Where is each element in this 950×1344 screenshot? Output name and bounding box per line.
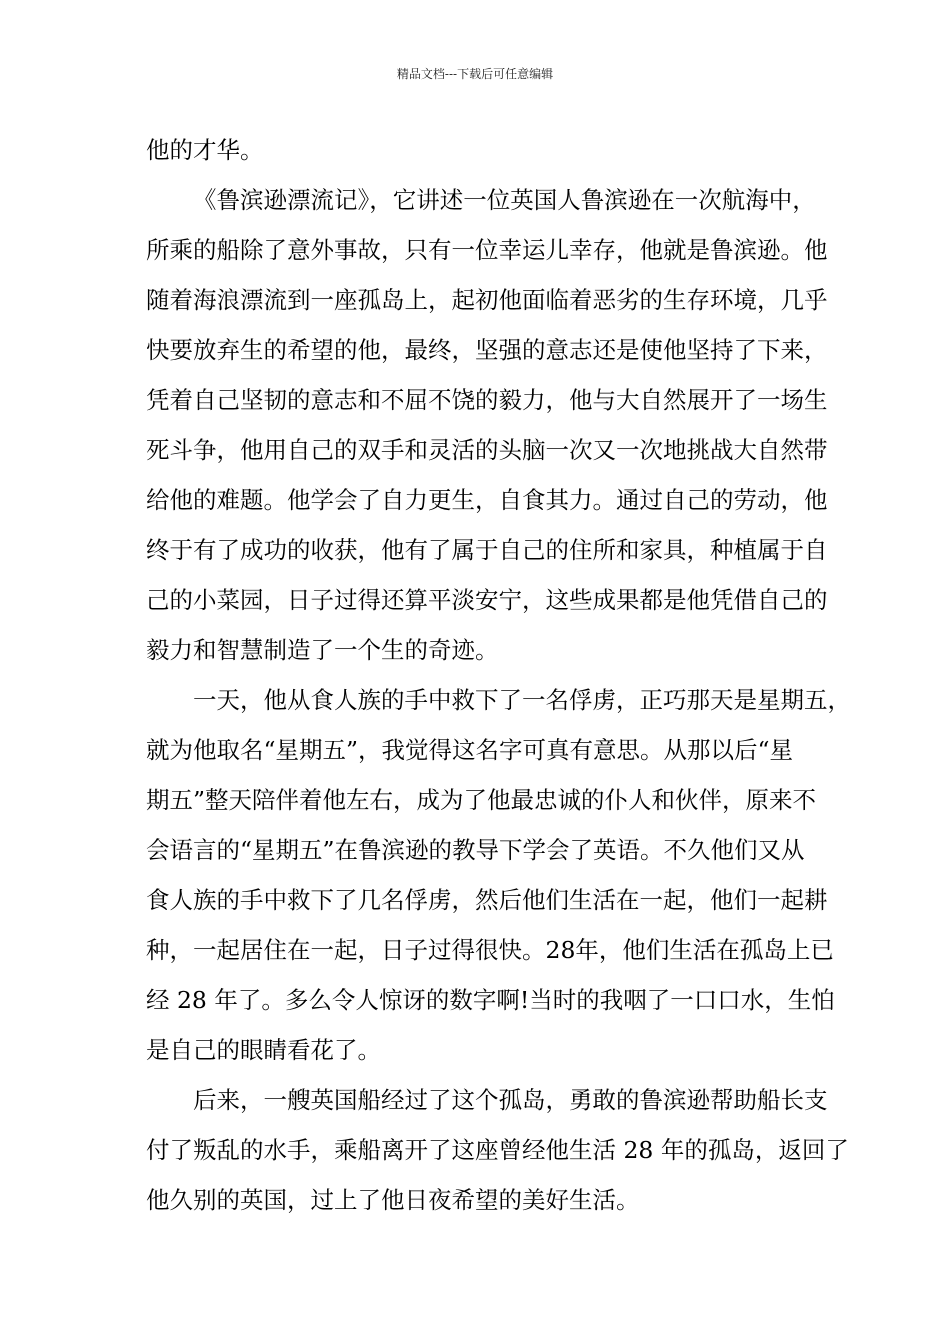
text-line: 种，一起居住在一起，日子过得很快。28年，他们生活在孤岛上已 [146, 936, 834, 964]
paragraph-first-line: 后来，一艘英国船经过了这个孤岛，勇敢的鲁滨逊帮助船长支 [193, 1086, 828, 1114]
page-header: 精品文档---下载后可任意编辑 [396, 67, 554, 81]
paragraph-first-line: 一天，他从食人族的手中救下了一名俘虏，正巧那天是星期五， [193, 686, 851, 714]
text-line: 所乘的船除了意外事故，只有一位幸运儿幸存，他就是鲁滨逊。他 [146, 236, 828, 264]
text-line: 会语言的“星期五”在鲁滨逊的教导下学会了英语。不久他们又从 [146, 836, 805, 864]
text-line: 给他的难题。他学会了自力更生，自食其力。通过自己的劳动，他 [146, 486, 828, 514]
text-line: 食人族的手中救下了几名俘虏，然后他们生活在一起，他们一起耕 [146, 886, 828, 914]
text-line: 就为他取名“星期五”，我觉得这名字可真有意思。从那以后“星 [146, 736, 794, 764]
text-line: 毅力和智慧制造了一个生的奇迹。 [146, 636, 499, 664]
text-line: 经 28 年了。多么令人惊讶的数字啊!当时的我咽了一口口水，生怕 [146, 986, 835, 1014]
text-line: 付了叛乱的水手，乘船离开了这座曾经他生活 28 年的孤岛，返回了 [146, 1136, 849, 1164]
text-line: 终于有了成功的收获，他有了属于自己的住所和家具，种植属于自 [146, 536, 828, 564]
text-line: 随着海浪漂流到一座孤岛上，起初他面临着恶劣的生存环境，几乎 [146, 286, 828, 314]
text-line: 他久别的英国，过上了他日夜希望的美好生活。 [146, 1186, 640, 1214]
text-line: 是自己的眼睛看花了。 [146, 1036, 381, 1064]
text-line: 凭着自己坚韧的意志和不屈不饶的毅力，他与大自然展开了一场生 [146, 386, 828, 414]
text-line: 死斗争，他用自己的双手和灵活的头脑一次又一次地挑战大自然带 [146, 436, 828, 464]
paragraph-first-line: 《鲁滨逊漂流记》，它讲述一位英国人鲁滨逊在一次航海中， [193, 186, 816, 214]
text-line: 期五”整天陪伴着他左右，成为了他最忠诚的仆人和伙伴，原来不 [146, 786, 817, 814]
text-line: 快要放弃生的希望的他，最终，坚强的意志还是使他坚持了下来， [146, 336, 828, 364]
text-line: 他的才华。 [146, 136, 264, 164]
text-line: 己的小菜园，日子过得还算平淡安宁，这些成果都是他凭借自己的 [146, 586, 828, 614]
